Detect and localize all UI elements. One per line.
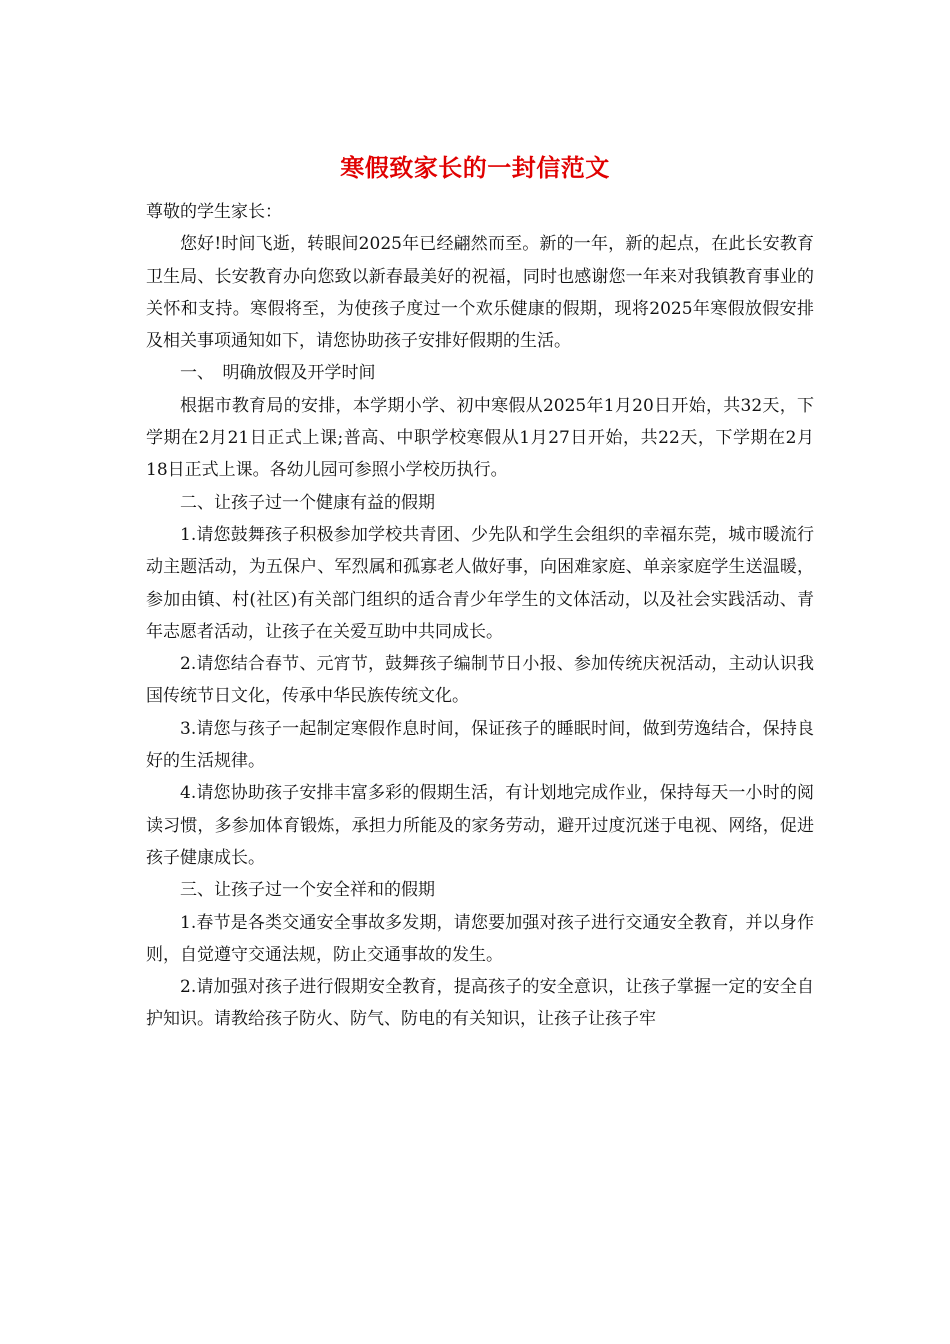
paragraph-item-2-1: 1.请您鼓舞孩子积极参加学校共青团、少先队和学生会组织的幸福东莞，城市暖流行动主题活动，为五保户、军烈属和孤寡老人做好事，向困难家庭、单亲家庭学生送温暖，参加由镇、村(社区)有关部门组织的适合青少年学生的文体活动，以及社会实践活动、青年志愿者活动，让孩子在关爱互助中共同成长。	[146, 524, 814, 642]
greeting: 尊敬的学生家长：	[146, 202, 282, 222]
section-heading-1: 一、 明确放假及开学时间	[180, 363, 376, 384]
paragraph-intro: 您好!时间飞逝，转眼间2025年已经翩然而至。新的一年，新的起点，在此长安教育卫生局、长安教育办向您致以新春最美好的祝福，同时也感谢您一年来对我镇教育事业的关怀和支持。寒假将至，为使孩子度过一个欢乐健康的假期，现将2025年寒假放假安排及相关事项通知如下，请您协助孩子安排好假期的生活。	[146, 234, 814, 352]
document-title: 寒假致家长的一封信范文	[340, 153, 610, 182]
paragraph-item-2-2: 2.请您结合春节、元宵节，鼓舞孩子编制节日小报、参加传统庆祝活动，主动认识我国传统节日文化，传承中华民族传统文化。	[146, 654, 814, 707]
paragraph-schedule: 根据市教育局的安排，本学期小学、初中寒假从2025年1月20日开始，共32天，下学期在2月21日正式上课;普高、中职学校寒假从1月27日开始，共22天，下学期在2月18日正式上课。各幼儿园可参照小学校历执行。	[146, 395, 814, 481]
paragraph-item-2-3: 3.请您与孩子一起制定寒假作息时间，保证孩子的睡眠时间，做到劳逸结合，保持良好的生活规律。	[146, 718, 814, 772]
paragraph-item-3-2: 2.请加强对孩子进行假期安全教育，提高孩子的安全意识，让孩子掌握一定的安全自护知识。请教给孩子防火、防气、防电的有关知识，让孩子让孩子牢	[146, 977, 814, 1030]
section-heading-3: 三、让孩子过一个安全祥和的假期	[180, 880, 435, 901]
paragraph-item-2-4: 4.请您协助孩子安排丰富多彩的假期生活，有计划地完成作业，保持每天一小时的阅读习惯，多参加体育锻炼，承担力所能及的家务劳动，避开过度沉迷于电视、网络，促进孩子健康成长。	[146, 783, 814, 868]
letter-body	[146, 196, 814, 1036]
paragraph-item-3-1: 1.春节是各类交通安全事故多发期，请您要加强对孩子进行交通安全教育，并以身作则，自觉遵守交通法规，防止交通事故的发生。	[146, 912, 814, 965]
section-heading-2: 二、让孩子过一个健康有益的假期	[180, 492, 435, 513]
